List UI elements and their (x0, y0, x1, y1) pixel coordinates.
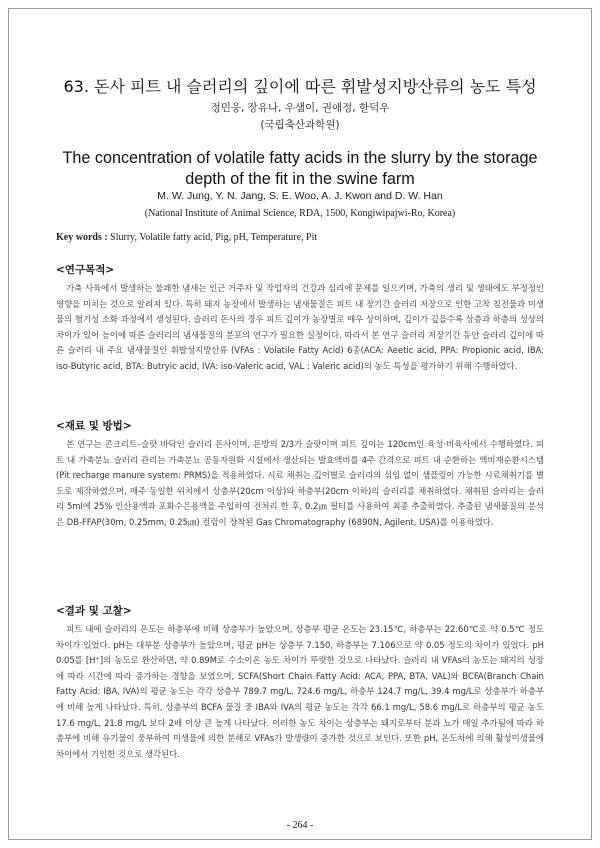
section-heading: <결과 및 고찰> (56, 605, 132, 617)
title-english: The concentration of volatile fatty acids in the slurry by the storage depth of the fit in the swine farm (62, 149, 538, 188)
section-heading: <연구목적> (56, 264, 115, 276)
section-body: 가축 사육에서 발생하는 불쾌한 냄새는 인근 거주자 및 작업자의 건강과 심리에 문제를 일으키며, 가축의 생리 및 생태에도 부정정인 영향을 미치는 것으로 알려져 있다. 특히 돼지 농장에서 발생하는 냄새물질은 피트 내 장기간 슬러리 저장으로 인한 고착 침전물과 미생물의 혐기성 소화 과정에서 생성된다. 슬러리 돈사의 경우 피트 깊이가 농장별로 매우 상이하며, 깊이가 깊을수록 상층과 하층의 성상의 차이가 있어 높이에 따른 슬러리의 냄새물질의 분포의 연구가 필요한 실정이다. 따라서 본 연구 슬러리 저장기간 동안 슬러리 깊이에 따른 슬러리 내 주요 냄새물질인 휘발성지방산류 (VFAs : Volatile Fatty Acid) 6종(ACA: Aeetic acid, PPA: Propionic acid, IBA: iso-Butyric acid, BTA: Butryic acid, IVA: iso-Valeric acid, VAL : Valeric acid)의 농도 특성을 평가하기 위해 수행하였다. (56, 283, 544, 371)
section-objective (56, 262, 544, 375)
title-korean: 63. 돈사 피트 내 슬러리의 깊이에 따른 휘발성지방산류의 농도 특성 (63, 77, 537, 96)
authors-korean: 정민웅, 장유나, 우샘이, 권애정, 한덕우 (210, 102, 390, 114)
page-number: - 264 - (286, 820, 314, 831)
section-results (56, 603, 544, 762)
section-body: 본 연구는 콘크리트–슬랏 바닥인 슬러리 돈사이며, 돈방의 2/3가 슬랏이며 피트 깊이는 120cm인 육성·비육사에서 수행하였다. 피트 내 가축분뇨 슬러리 관리는 가축분뇨 공동자원화 시설에서 생산되는 발효액비를 4주 간격으로 피트 내 순환하는 액비재순환시스템(Pit recharge manure system: PRMS)을 적용하였다. 시료 채취는 깊이별로 슬러리의 섞임 없이 샘플링이 가능한 시료채취기를 별도로 제작하였으며, 매주 동일한 위치에서 상층부(20cm 이상)와 하층부(20cm 이하)의 슬러리를 채취하였다. 채취된 슬러리는 슬러리 5ml에 25% 인산용액과 포화수은용액을 주입하여 전처리 한 후, 0.2㎛ 필터를 사용하여 최종 추출하였다. 추출된 냄새물질의 분석은 DB-FFAP(30m, 0.25mm, 0.25㎛) 컬럼이 장착된 Gas Chromatography (6890N, Agilent, USA)를 이용하였다. (56, 439, 544, 527)
section-body: 피트 내에 슬러리의 온도는 하층부에 비해 상층부가 높았으며, 상층부 평균 온도는 23.15℃, 하층부는 22.60℃로 약 0.5℃ 정도 차이가 있었다. pH는 대부분 상층부가 높았으며, 평균 pH는 상층부 7.150, 하층부는 7.106으로 약 0.05 정도의 차이가 있었다. pH 0.05를 [H⁺]의 농도로 환산하면, 약 0.89M로 수소이온 농도 차이가 뚜렷한 것으로 나타났다. 슬러리 내 VFAs의 농도는 돼지의 성장에 따라 시간에 따라 증가하는 경향을 보였으며, SCFA(Short Chain Fatty Acid: ACA, PPA, BTA, VAL)와 BCFA(Branch Chain Fatty Acid: IBA, IVA)의 평균 농도는 각각 상층부 789.7 mg/L, 724.6 mg/L, 하층부 124.7 mg/L, 39.4 mg/L로 상층부가 하층부에 비해 높게 나타났다. 특히, 상층부의 BCFA 물질 중 IBA와 IVA의 평균 농도는 각각 66.1 mg/L, 58.6 mg/L로 하층부의 평균 농도 17.6 mg/L, 21.8 mg/L 보다 2배 이상 큰 높게 나타났다. 이러한 농도 차이는 상층부는 돼지로부터 분과 뇨가 매일 추가됨에 따라 하층부에 비해 유기물이 풍부하여 미생물에 의한 분해로 VFAs가 발생량이 증가한 것으로 보인다. 또한 pH, 온도차에 의해 활성미생물에 차이에서 기인한 것으로 생각된다. (56, 624, 544, 759)
keywords-text: Slurry, Volatile fatty acid, Pig, pH, Temperature, Pit (110, 232, 318, 243)
affiliation-korean: (국립축산과학원) (260, 119, 340, 131)
keywords-label: Key words : (56, 232, 108, 243)
affiliation-english: (National Institute of Animal Science, RDA, 1500, Kongiwipajwi-Ro, Korea) (144, 208, 456, 219)
section-heading: <재료 및 방법> (56, 420, 132, 432)
section-methods (56, 418, 544, 531)
keywords (56, 232, 544, 243)
authors-english: M. W. Jung, Y. N. Jang, S. E. Woo, A. J. Kwon and D. W. Han (157, 190, 443, 202)
